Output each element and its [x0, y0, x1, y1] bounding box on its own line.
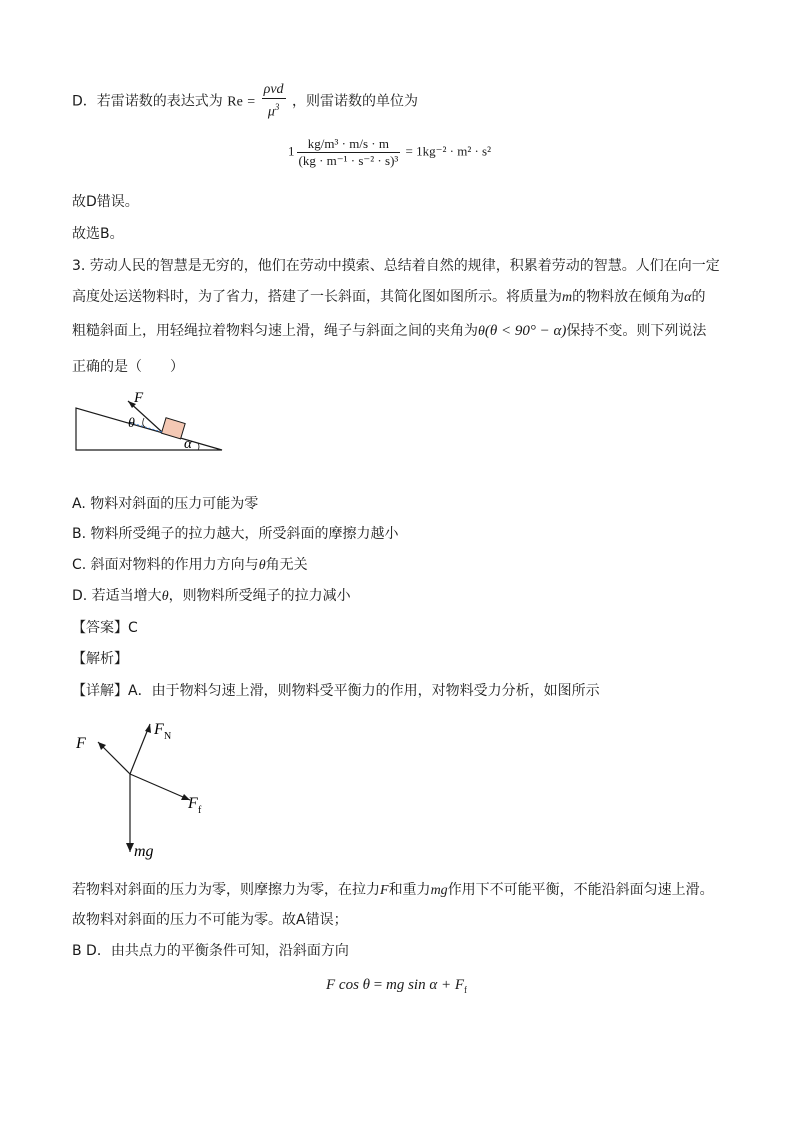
label-FN-sub: N — [164, 731, 172, 742]
option-d-choice-a: D. 若适当增大 — [72, 588, 162, 604]
label-theta: θ — [128, 416, 135, 431]
para-a-line-1 — [72, 880, 714, 901]
detail-label: 【详解】 — [72, 683, 128, 699]
mu-exponent: 3 — [274, 102, 280, 112]
para-a-1c: 作用下不可能平衡，不能沿斜面匀速上滑。 — [447, 882, 714, 898]
unit-lead: 1 — [288, 143, 295, 159]
analysis-label: 【解析】 — [72, 651, 128, 667]
label-F: F — [134, 390, 144, 406]
q3-line-3-b: 保持不变。则下列说法 — [566, 323, 707, 339]
force-diagram — [72, 712, 222, 862]
reynolds-fraction — [262, 82, 286, 121]
unit-fraction — [297, 136, 401, 169]
reynolds-symbol: Re — [227, 94, 243, 110]
option-d-choice-b: ，则物料所受绳子的拉力减小 — [168, 588, 351, 604]
q3-line-1: 3. 劳动人民的智慧是无穷的，他们在劳动中摸索、总结着自然的规律，积累着劳动的智慧。人们在向一定 — [72, 258, 720, 274]
theta-condition: (θ < 90° − α) — [484, 323, 567, 339]
option-d-prefix: D．若雷诺数的表达式为 — [72, 93, 223, 110]
option-c-a: C. 斜面对物料的作用力方向与 — [72, 557, 259, 573]
label-mg: mg — [134, 843, 154, 860]
alpha-symbol: α — [684, 290, 692, 305]
q3-line-2-a: 高度处运送物料时，为了省力，搭建了一长斜面，其简化图如图所示。将质量为 — [72, 289, 562, 305]
option-c-b: 角无关 — [265, 557, 308, 573]
q3-line-2-c: 的 — [691, 289, 706, 305]
formula-rhs: mg sin α + F — [386, 977, 464, 993]
para-a-F: F — [380, 883, 389, 898]
q3-line-4: 正确的是（ ） — [72, 359, 184, 375]
force-mg-arrow — [126, 843, 134, 852]
option-d-choice-theta: θ — [161, 589, 169, 604]
para-a-mg: mg — [430, 883, 448, 898]
incline-triangle — [76, 408, 222, 450]
formula-lhs: F cos θ — [326, 977, 371, 993]
q3-line-2 — [72, 287, 705, 308]
option-c-theta: θ — [258, 558, 266, 573]
option-c — [72, 555, 308, 576]
theta-symbol: θ — [478, 324, 485, 339]
para-a-1a: 若物料对斜面的压力为零，则摩擦力为零，在拉力 — [72, 882, 380, 898]
mass-symbol: m — [562, 290, 573, 305]
answer-label: 【答案】 — [72, 620, 128, 636]
alpha-arc — [198, 443, 199, 450]
option-b: B. 物料所受绳子的拉力越大，所受斜面的摩擦力越小 — [72, 526, 399, 542]
label-Ff-sub: f — [198, 805, 202, 816]
formula-rhs-sub: f — [464, 985, 467, 995]
unit-result: = 1kg⁻² · m² · s² — [405, 143, 492, 159]
incline-diagram — [70, 388, 230, 458]
label-Ff: F — [188, 795, 198, 812]
detail-text: A．由于物料匀速上滑，则物料受平衡力的作用，对物料受力分析，如图所示 — [128, 683, 600, 699]
label-FN: F — [154, 721, 164, 738]
equals-sign: = — [247, 94, 256, 110]
formula-eq: = — [373, 977, 383, 993]
force-Ff-line — [130, 774, 190, 800]
theta-arc — [143, 418, 145, 427]
option-d-choice — [72, 586, 351, 607]
reynolds-numerator: ρvd — [263, 82, 284, 97]
option-d-line — [72, 82, 418, 121]
para-bd: B D．由共点力的平衡条件可知，沿斜面方向 — [72, 943, 349, 959]
option-a: A. 物料对斜面的压力可能为零 — [72, 496, 259, 512]
conclusion-d: 故D错误。 — [72, 194, 139, 210]
conclusion-b: 故选B。 — [72, 226, 124, 242]
reynolds-denominator — [262, 99, 286, 121]
q3-line-3-a: 粗糙斜面上，用轻绳拉着物料匀速上滑，绳子与斜面之间的夹角为 — [72, 323, 478, 339]
answer-value: C — [128, 620, 138, 636]
answer-line — [72, 618, 138, 638]
unit-numerator: kg/m³ · m/s · m — [297, 136, 401, 153]
final-formula — [326, 975, 467, 1000]
mu-symbol: μ — [267, 104, 275, 120]
para-a-1b: 和重力 — [388, 882, 431, 898]
block — [161, 418, 185, 439]
q3-line-2-b: 的物料放在倾角为 — [572, 289, 685, 305]
option-d-suffix: ，则雷诺数的单位为 — [292, 93, 418, 110]
unit-denominator: (kg · m⁻¹ · s⁻² · s)³ — [298, 153, 399, 168]
para-a-line-2: 故物料对斜面的压力不可能为零。故A错误； — [72, 912, 348, 928]
label-alpha: α — [184, 436, 192, 452]
block-rect — [161, 418, 185, 439]
label-F2: F — [76, 735, 86, 752]
detail-line — [72, 681, 600, 701]
unit-formula — [288, 136, 491, 169]
force-FN-arrow — [145, 724, 151, 733]
q3-line-3 — [72, 321, 706, 342]
